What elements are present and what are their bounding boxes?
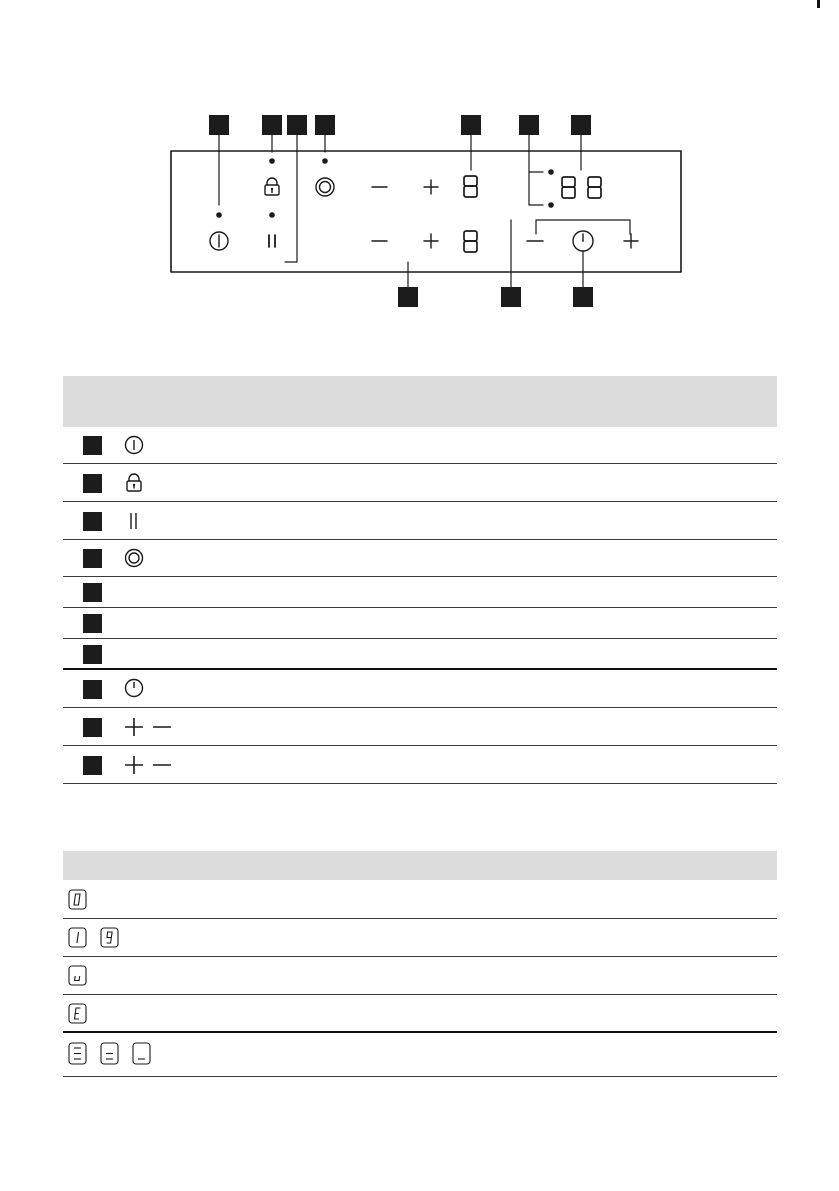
plus-minus-icon: [123, 754, 173, 776]
lower-plus-button[interactable]: [424, 234, 438, 248]
row-callout-square: [83, 512, 102, 531]
table-row: [63, 995, 777, 1033]
indicator-dots: [216, 158, 554, 218]
row-callout-square: [83, 718, 102, 737]
callout-heat-control: [398, 287, 418, 307]
error-display-icon: [68, 1003, 88, 1025]
callout-booster: [315, 115, 335, 135]
sensor-table-header: [63, 376, 777, 427]
timer-button[interactable]: [573, 231, 593, 251]
power-button[interactable]: [210, 232, 228, 250]
display-table-header: [63, 851, 777, 880]
table-row: [63, 957, 777, 995]
upper-heat-display: [464, 176, 477, 197]
booster-icon: [316, 178, 334, 196]
row-callout-square: [83, 756, 102, 775]
table-row: [63, 540, 777, 577]
bottom-callouts: [398, 287, 593, 307]
callout-timer-minus: [501, 287, 521, 307]
callout-timer-display: [571, 115, 591, 135]
power-indicator-dot: [216, 212, 222, 218]
callout-power: [209, 115, 229, 135]
plus-minus-icon: [123, 716, 173, 738]
callout-pause: [287, 115, 307, 135]
row-callout-square: [83, 436, 102, 455]
callout-lock: [262, 115, 282, 135]
pause-button[interactable]: [269, 235, 275, 247]
timer-icon: [123, 677, 145, 699]
hob-panel-outline: [171, 151, 681, 272]
row-callout-square: [83, 680, 102, 699]
pause-indicator-dot: [269, 212, 275, 218]
timer-plus-button[interactable]: [624, 234, 638, 248]
display-table: [63, 851, 777, 1077]
table-row: [63, 746, 777, 784]
leader-lines: [219, 135, 630, 287]
lock-button[interactable]: [265, 178, 279, 195]
digit-1-9-display-icon: [68, 927, 128, 949]
upper-plus-button[interactable]: [424, 180, 438, 194]
control-panel-diagram: [0, 0, 839, 330]
table-row: [63, 502, 777, 540]
sensor-field-table: [63, 376, 777, 784]
zone-indicator-lower-dot: [548, 202, 554, 208]
power-icon: [123, 434, 145, 456]
row-callout-square: [83, 614, 102, 633]
row-callout-square: [83, 474, 102, 493]
lower-heat-display: [464, 231, 477, 252]
table-row: [63, 708, 777, 746]
table-row: [63, 1033, 777, 1077]
top-callouts: [209, 115, 591, 135]
row-callout-square: [83, 645, 102, 664]
table-row: [63, 608, 777, 639]
lock-indicator-dot: [269, 158, 275, 164]
zone-indicator-upper-dot: [548, 169, 554, 175]
table-row: [63, 427, 777, 464]
table-row: [63, 577, 777, 608]
timer-display-digit-2: [588, 177, 601, 198]
residual-heat-display-icons: [68, 1042, 160, 1066]
table-row: [63, 670, 777, 708]
booster-button[interactable]: [316, 178, 334, 196]
table-row: [63, 464, 777, 502]
unsuitable-pan-display-icon: [68, 965, 88, 987]
table-row: [63, 639, 777, 670]
lock-icon: [123, 472, 145, 494]
table-row: [63, 880, 777, 919]
row-callout-square: [83, 583, 102, 602]
booster-indicator-dot: [322, 158, 328, 164]
row-callout-square: [83, 549, 102, 568]
timer-display-digit-1: [562, 177, 575, 198]
callout-zone-indicators: [519, 115, 539, 135]
callout-timer-select: [573, 287, 593, 307]
pause-icon: [123, 510, 145, 532]
digit-0-display-icon: [68, 889, 88, 911]
callout-heat-display: [461, 115, 481, 135]
booster-icon: [123, 547, 145, 569]
table-row: [63, 919, 777, 957]
